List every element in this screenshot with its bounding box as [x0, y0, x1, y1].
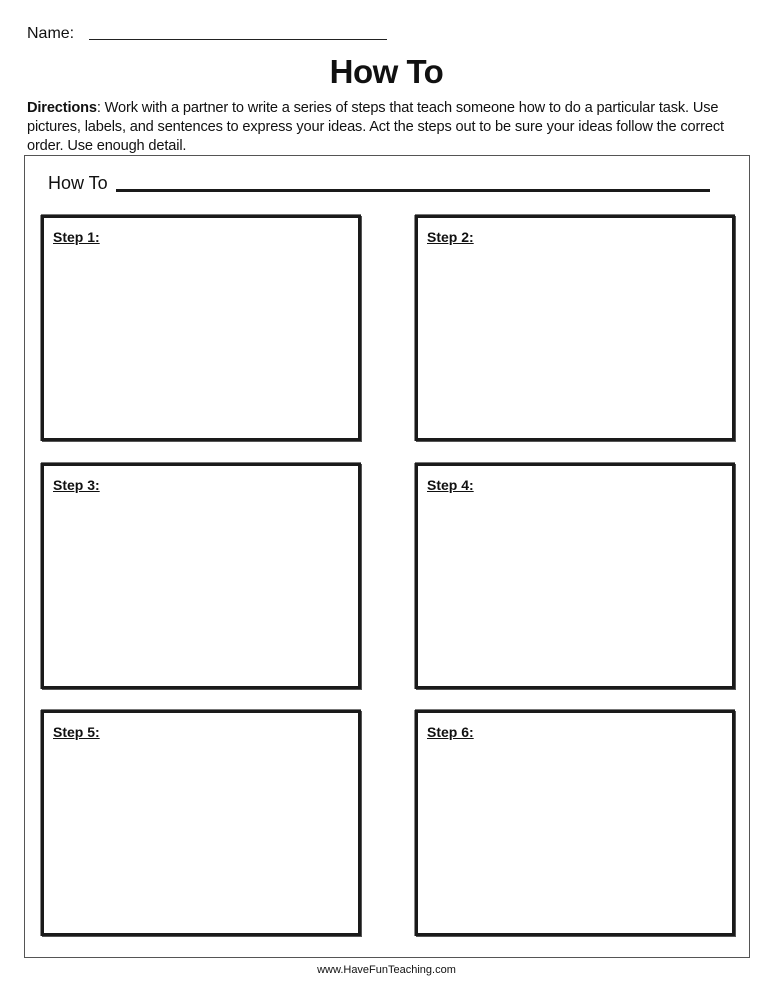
name-field — [27, 22, 74, 44]
page-title: How To — [329, 53, 444, 90]
step-box-4[interactable] — [415, 463, 735, 689]
step-box-6[interactable] — [415, 710, 735, 936]
howto-heading — [48, 171, 710, 195]
directions-label: Directions — [27, 100, 97, 116]
step-label-1: Step 1: — [53, 229, 100, 245]
howto-label: How To — [48, 173, 108, 193]
step-label-3: Step 3: — [53, 477, 100, 493]
step-label-4: Step 4: — [427, 477, 474, 493]
step-box-2[interactable] — [415, 215, 735, 441]
step-box-1[interactable] — [41, 215, 361, 441]
name-label: Name: — [27, 25, 75, 42]
step-label-2: Step 2: — [427, 229, 474, 245]
name-write-line[interactable] — [89, 39, 387, 40]
directions-text: : Work with a partner to write a series of steps that teach someone how to do a particular task. Use pictures, labels, and sentences to express your ideas. Act the steps out to be sure your ideas follow the correct order. Use enough detail. — [27, 100, 724, 154]
step-label-6: Step 6: — [427, 724, 474, 740]
step-label-5: Step 5: — [53, 724, 100, 740]
footer-website: www.HaveFunTeaching.com — [317, 964, 456, 976]
directions-paragraph — [27, 99, 752, 156]
step-box-3[interactable] — [41, 463, 361, 689]
step-box-5[interactable] — [41, 710, 361, 936]
howto-write-line[interactable] — [116, 189, 710, 192]
